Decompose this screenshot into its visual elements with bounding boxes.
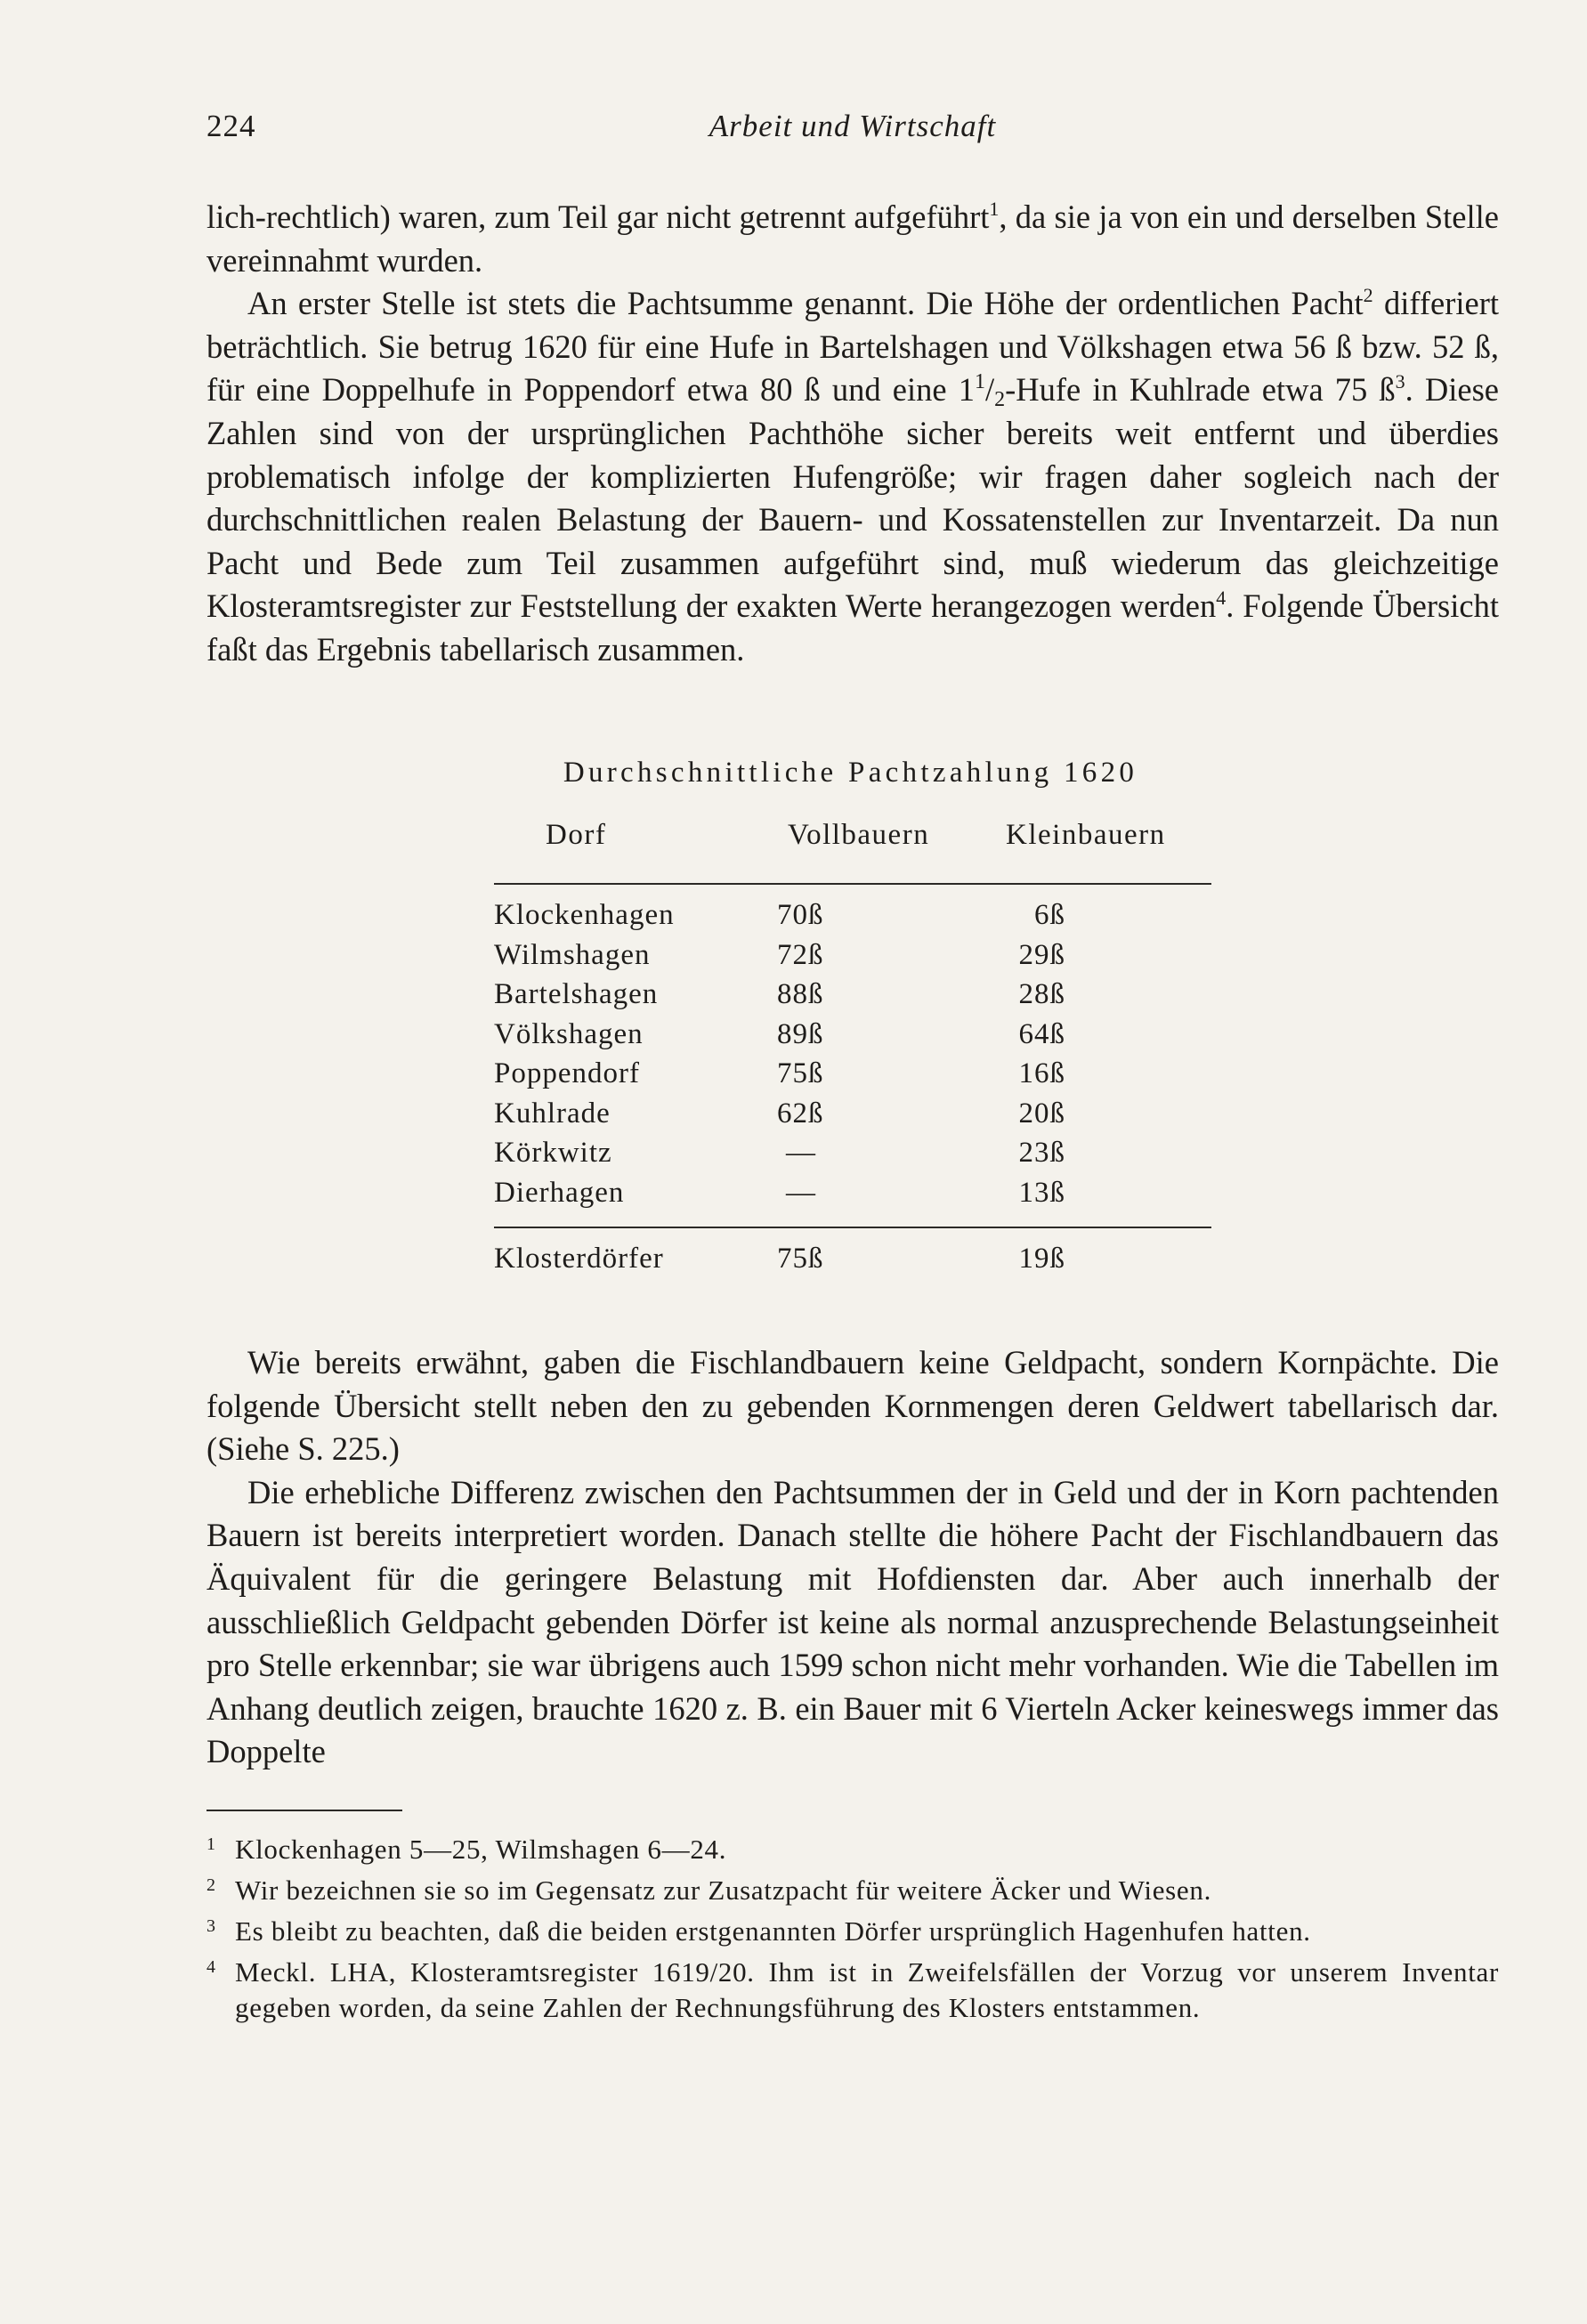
cell-vollbauern: 89ß (777, 1017, 824, 1050)
footnote-mark: 4 (206, 1957, 216, 1977)
cell-dorf: Wilmshagen (494, 938, 651, 971)
footnote-text: Klockenhagen 5—25, Wilmshagen 6—24. (235, 1834, 727, 1865)
table-row (494, 1018, 1211, 1058)
header-vollbauern: Vollbauern (788, 819, 930, 851)
fraction-denominator: 2 (994, 388, 1006, 412)
table-header-row (494, 819, 1211, 883)
table-row (494, 1177, 1211, 1217)
cell-kleinbauern: 29ß (1018, 938, 1065, 971)
running-head: Arbeit und Wirtschaft (708, 109, 997, 143)
cell-dorf: Dierhagen (494, 1176, 625, 1209)
total-dorf: Klosterdörfer (494, 1243, 664, 1275)
fraction-numerator: 1 (974, 370, 985, 394)
cell-dorf: Kuhlrade (494, 1097, 611, 1130)
footnote-text: Es bleibt zu beachten, daß die beiden erstgenannten Dörfer ursprünglich Hagenhufen hatten. (235, 1915, 1311, 1947)
footnote-mark: 3 (206, 1916, 216, 1936)
total-vollbauern: 75ß (777, 1243, 824, 1275)
cell-vollbauern: 72ß (777, 938, 824, 971)
cell-vollbauern: — (786, 1176, 816, 1209)
paragraph-2-text-e: . Folgende Übersicht faßt das Ergebnis tabellarisch zusammen. (206, 587, 1499, 668)
page-number: 224 (206, 109, 256, 143)
footnote (206, 1832, 1499, 1867)
footnote-ref-2: 2 (1363, 284, 1373, 307)
total-kleinbauern: 19ß (1018, 1243, 1065, 1275)
cell-dorf: Bartelshagen (494, 978, 659, 1010)
paragraph-4: Die erhebliche Differenz zwischen den Pachtsummen der in Geld und der in Korn pachtenden Bauern ist bereits interpretiert worden. Danach stellte die höhere Pacht der Fischlandbauern das Äquivalent für die geringere Belastung mit Hofdiensten dar. Aber auch innerhalb der ausschließlich Geldpacht gebenden Dörfer ist keine als normal anzusprechende Belastungseinheit pro Stelle erkennbar; sie war übrigens auch 1599 schon nicht mehr vorhanden. Wie die Tabellen im Anhang deutlich zeigen, brauchte 1620 z. B. ein Bauer mit 6 Vierteln Acker keineswegs immer das Doppelte (206, 1473, 1499, 1770)
table-row (494, 1057, 1211, 1097)
footnote-mark: 2 (206, 1875, 216, 1895)
paragraph-1-text-b: , da sie ja von ein und derselben Stelle vereinnahmt wurden. (206, 198, 1499, 279)
footnote-ref-1: 1 (989, 198, 1000, 220)
cell-vollbauern: 75ß (777, 1057, 824, 1089)
paragraph-1-text-a: lich-rechtlich) waren, zum Teil gar nicht getrennt aufgeführt (206, 198, 990, 235)
footnote-text: Wir bezeichnen sie so im Gegensatz zur Zusatzpacht für weitere Äcker und Wiesen. (235, 1875, 1212, 1906)
table-rule-bottom (494, 1227, 1211, 1228)
footnote-text: Meckl. LHA, Klosteramtsregister 1619/20. Ihm ist in Zweifelsfällen der Vorzug vor unserem Inventar gegeben worden, da seine Zahlen der Rechnungsführung des Klosters entstammen. (235, 1956, 1499, 2023)
fraction-whole: 1 (958, 371, 975, 409)
paragraph-2-text-d: . Diese Zahlen sind von der ursprünglichen Pachthöhe sicher bereits weit entfernt und überdies problematisch infolge der komplizierten Hufengröße; wir fragen daher sogleich nach der durchschnittlichen realen Belastung der Bauern- und Kossatenstellen zur Inventarzeit. Da nun Pacht und Bede zum Teil zusammen aufgeführt sind, muß wiederum das gleichzeitige Klosteramtsregister zur Feststellung der exakten Werte herangezogen werden (206, 371, 1500, 625)
header-dorf: Dorf (546, 819, 607, 851)
footnote (206, 1873, 1499, 1908)
table-row (494, 939, 1211, 979)
footnote-ref-4: 4 (1216, 587, 1227, 610)
paragraph-2-text-a: An erster Stelle ist stets die Pachtsumme genannt. Die Höhe der ordentlichen Pacht (247, 285, 1364, 322)
cell-dorf: Völkshagen (494, 1017, 644, 1050)
cell-kleinbauern: 28ß (1018, 978, 1065, 1010)
table-body (494, 885, 1211, 1216)
paragraph-2-text-c: -Hufe in Kuhlrade etwa 75 ß (1005, 371, 1396, 409)
table-row (494, 899, 1211, 939)
cell-kleinbauern: 64ß (1018, 1017, 1065, 1050)
cell-kleinbauern: 23ß (1018, 1137, 1065, 1169)
footnote (206, 1914, 1499, 1949)
table-row (494, 1137, 1211, 1177)
table-row (494, 1097, 1211, 1138)
cell-dorf: Klockenhagen (494, 899, 675, 931)
cell-vollbauern: 88ß (777, 978, 824, 1010)
cell-vollbauern: 62ß (777, 1097, 824, 1130)
table-total-row (494, 1243, 1211, 1287)
footnote-ref-3: 3 (1395, 370, 1405, 393)
paragraph-3: Wie bereits erwähnt, gaben die Fischlandbauern keine Geldpacht, sondern Kornpächte. Die folgende Übersicht stellt neben den zu gebenden Kornmengen deren Geldwert tabellarisch dar. (Siehe S. 225.) (206, 1344, 1499, 1468)
header-kleinbauern: Kleinbauern (1006, 819, 1166, 851)
pacht-table (494, 757, 1211, 1287)
footnote-separator (206, 1810, 402, 1811)
cell-vollbauern: 70ß (777, 899, 824, 931)
cell-kleinbauern: 6ß (1034, 899, 1065, 931)
page-header (206, 109, 1499, 162)
table-title: Durchschnittliche Pachtzahlung 1620 (563, 757, 1138, 789)
footnotes (206, 1832, 1499, 2031)
cell-dorf: Poppendorf (494, 1057, 640, 1089)
table-row (494, 978, 1211, 1018)
footnote-mark: 1 (206, 1834, 216, 1854)
cell-dorf: Körkwitz (494, 1137, 612, 1169)
footnote (206, 1955, 1499, 2026)
body-text-bottom (206, 1341, 1499, 1774)
cell-kleinbauern: 16ß (1018, 1057, 1065, 1089)
fraction-one-and-half: $1^1/2$ (958, 370, 1006, 412)
paragraph-2 (206, 282, 1499, 671)
cell-kleinbauern: 20ß (1018, 1097, 1065, 1130)
cell-kleinbauern: 13ß (1018, 1176, 1065, 1209)
paragraph-2-text-b: differiert beträchtlich. Sie betrug 1620 für eine Hufe in Bartelshagen und Völkshagen etwa 56 ß bzw. 52 ß, für eine Doppelhufe in Poppendorf etwa 80 ß und eine (206, 285, 1499, 409)
body-text-top (206, 196, 1499, 672)
paragraph-1 (206, 196, 1499, 282)
cell-vollbauern: — (786, 1137, 816, 1169)
